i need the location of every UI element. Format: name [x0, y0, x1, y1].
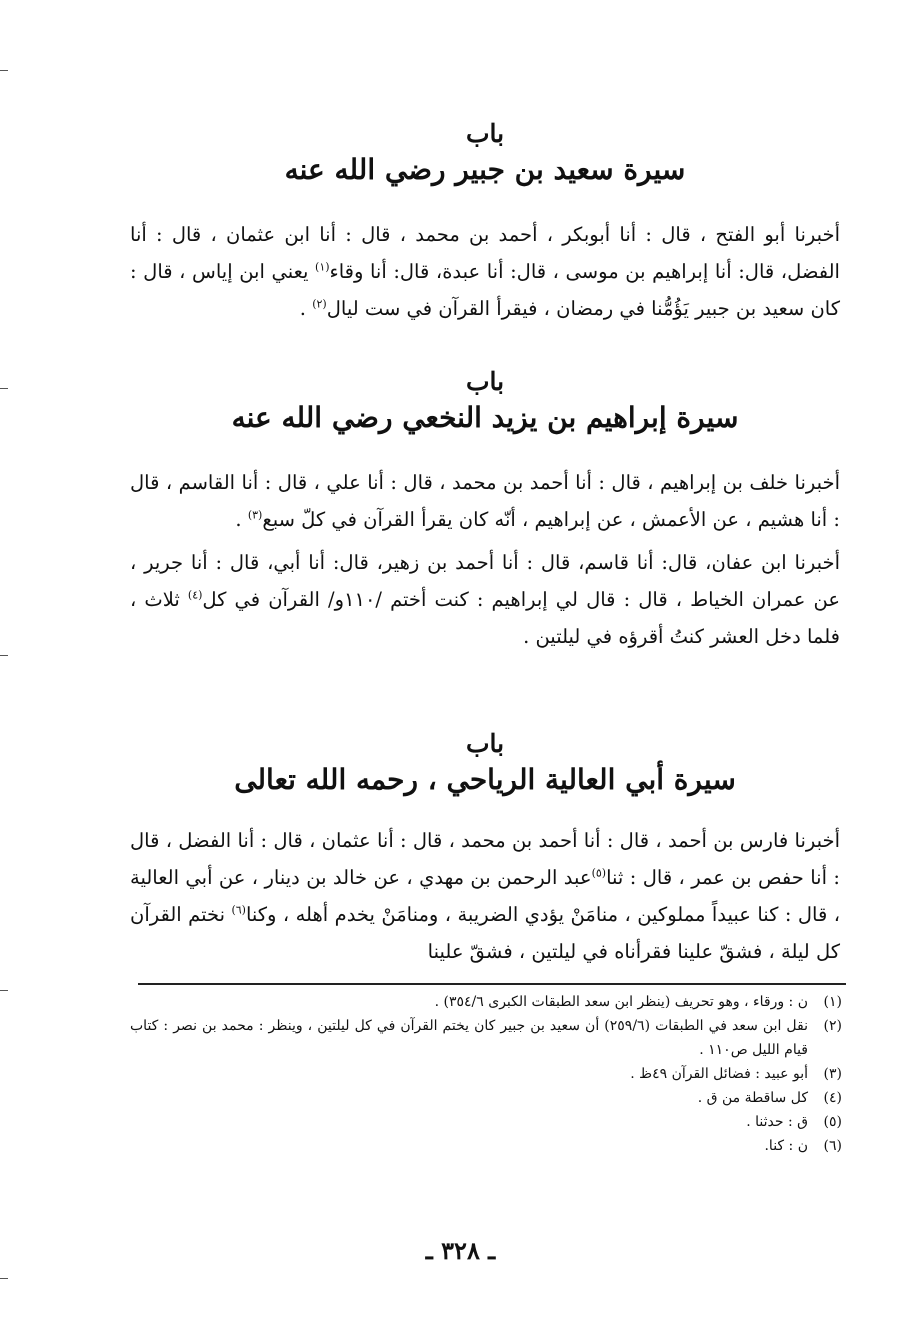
- page-number: ـ ٣٢٨ ـ: [425, 1236, 496, 1265]
- narration-paragraph: [130, 544, 840, 655]
- text-run: أخبرنا ابن عفان، قال: أنا قاسم، قال : أنا أحمد بن زهير، قال: أنا أبي، قال : أنا جرير ، عن عمران الخياط ، قال : قال لي إبراهيم : كنت أختم /١١٠و/ القرآن في كل: [130, 551, 840, 611]
- text-run: أخبرنا فارس بن أحمد ، قال : أنا أحمد بن محمد ، قال : أنا عثمان ، قال : أنا الفضل ، قال : أنا حفص بن عمر ، قال : ثنا: [130, 829, 840, 889]
- footnote: [130, 1110, 842, 1134]
- section-saeed-ibn-jubayr: [130, 118, 840, 327]
- scan-edge-mark: [0, 655, 8, 656]
- section-title: سيرة سعيد بن جبير رضي الله عنه: [284, 153, 686, 186]
- footnote-text: أبو عبيد : فضائل القرآن ٤٩ظ .: [630, 1066, 808, 1082]
- scan-edge-mark: [0, 388, 8, 389]
- text-run: يعني ابن إياس ، قال : كان سعيد بن جبير يَؤُمُّنا في رمضان ، فيقرأ القرآن في ست ليال: [130, 260, 840, 320]
- footnote-text: كل ساقطة من ق .: [697, 1090, 808, 1106]
- footnote-text: ق : حدثنا .: [746, 1114, 808, 1130]
- footnote: [130, 990, 842, 1014]
- section-title: سيرة إبراهيم بن يزيد النخعي رضي الله عنه: [231, 401, 739, 434]
- footnote-number: (٥): [823, 1114, 842, 1130]
- footnote-text: ن : كنا.: [764, 1138, 808, 1154]
- chapter-label: باب: [465, 119, 505, 148]
- scan-edge-mark: [0, 990, 8, 991]
- footnote-text: نقل ابن سعد في الطبقات (٢٥٩/٦) أن سعيد بن جبير كان يختم القرآن في كل ليلتين ، وينظر : محمد بن نصر : كتاب قيام الليل ص١١٠ .: [130, 1018, 809, 1058]
- footnote: [130, 1086, 842, 1110]
- text-run: نختم القرآن كل ليلة ، فشقّ علينا فقرأناه في ليلتين ، فشقّ علينا: [130, 903, 840, 963]
- section-title: سيرة أبي العالية الرياحي ، رحمه الله تعالى: [234, 763, 736, 796]
- footnote-ref: (٢): [312, 297, 327, 311]
- footnote: [130, 1134, 842, 1158]
- footnote-ref: (٦): [231, 903, 246, 917]
- footnote: [130, 1014, 842, 1062]
- section-abu-al-aliya: [130, 728, 840, 970]
- footnote-ref: (٣): [247, 508, 263, 522]
- footnotes: [130, 990, 842, 1158]
- chapter-label: باب: [465, 729, 505, 758]
- chapter-label: باب: [465, 367, 505, 396]
- footnote-ref: (١): [315, 260, 330, 274]
- text-run: عبد الرحمن بن مهدي ، عن خالد بن دينار ، عن أبي العالية ، قال : كنا عبيداً مملوكين ، منامَنْ يؤدي الضريبة ، ومنامَنْ يخدم أهله ، وكنا: [130, 866, 840, 926]
- footnote-number: (٦): [823, 1138, 842, 1154]
- footnote-number: (٣): [823, 1066, 842, 1082]
- footnote-number: (١): [823, 994, 842, 1010]
- text-run: أخبرنا خلف بن إبراهيم ، قال : أنا أحمد بن محمد ، قال : أنا علي ، قال : أنا القاسم ، قال : أنا هشيم ، عن الأعمش ، عن إبراهيم ، أنّه كان يقرأ القرآن في كلّ سبع: [130, 471, 840, 531]
- scan-edge-mark: [0, 70, 8, 71]
- footnote-ref: (٥): [591, 866, 607, 880]
- narration-paragraph: [130, 216, 840, 327]
- footnote-divider: [138, 983, 846, 985]
- text-run: .: [299, 297, 313, 320]
- footnote-number: (٤): [823, 1090, 842, 1106]
- section-ibrahim-al-nakhai: [130, 366, 840, 655]
- footnote: [130, 1062, 842, 1086]
- footnote-ref: (٤): [187, 588, 203, 602]
- footnote-number: (٢): [823, 1018, 842, 1034]
- scan-edge-mark: [0, 1278, 8, 1279]
- text-run: ثلاث ، فلما دخل العشر كنتُ أقرؤه في ليلتين .: [130, 588, 840, 648]
- narration-paragraph: [130, 822, 840, 970]
- footnote-text: ن : ورقاء ، وهو تحريف (ينظر ابن سعد الطبقات الكبرى ٣٥٤/٦) .: [434, 994, 808, 1010]
- text-run: أخبرنا أبو الفتح ، قال : أنا أبوبكر ، أحمد بن محمد ، قال : أنا ابن عثمان ، قال : أنا الفضل، قال: أنا إبراهيم بن موسى ، قال: أنا عبدة، قال: أنا وقاء: [130, 223, 840, 283]
- narration-paragraph: [130, 464, 840, 538]
- text-run: .: [235, 508, 248, 531]
